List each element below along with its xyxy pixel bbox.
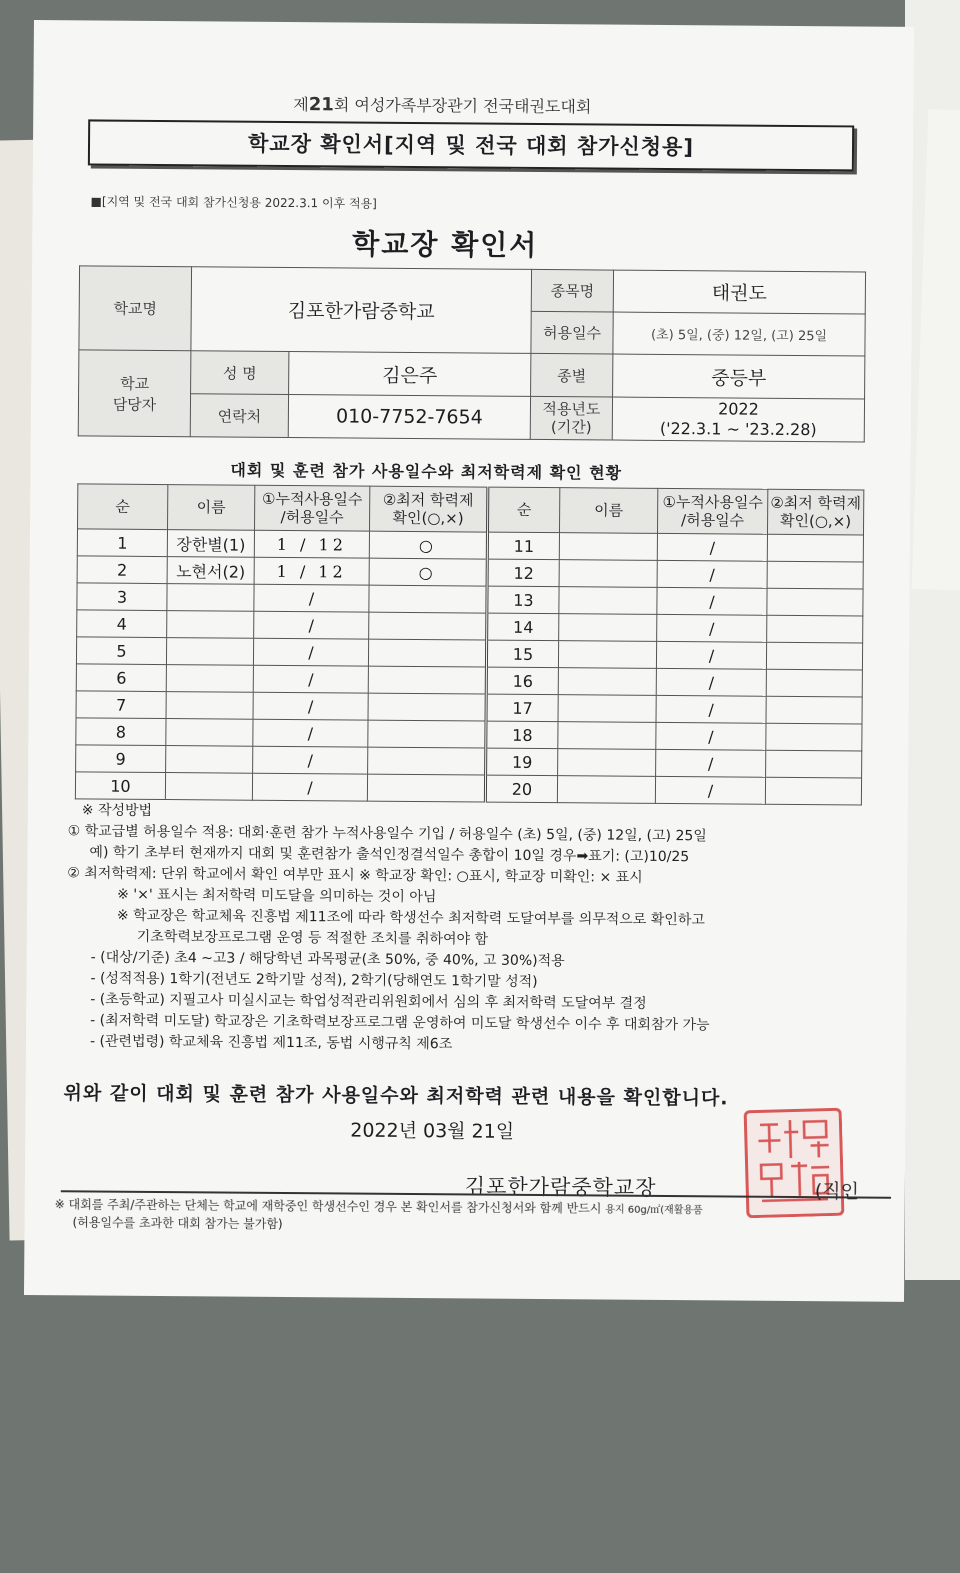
row-days: / bbox=[253, 665, 368, 693]
issue-date: 2022년 03월 21일 bbox=[350, 1119, 515, 1143]
event-suffix: 회 여성가족부장관기 전국태권도대회 bbox=[333, 95, 592, 117]
row-name-right bbox=[558, 695, 656, 723]
contact-value: 010-7752-7654 bbox=[288, 395, 530, 440]
instruction-line: ※ '×' 표시는 최저학력 미도달을 의미하는 것이 아님 bbox=[117, 886, 437, 906]
event-prefix: 제 bbox=[293, 95, 309, 115]
row-number-right: 13 bbox=[487, 586, 559, 614]
applied-period: ('22.3.1 ~ '23.2.28) bbox=[659, 418, 817, 440]
footer-line-1: ※ 대회를 주최/주관하는 단체는 학교에 재학중인 학생선수인 경우 본 확인서를 참가신청서와 함께 반드시 bbox=[54, 1197, 602, 1216]
confirmation-form-sheet bbox=[24, 20, 914, 1302]
form-version-note: ■[지역 및 전국 대회 참가신청용 2022.3.1 이후 적용] bbox=[90, 194, 377, 211]
row-min-check-right bbox=[766, 696, 862, 724]
row-days: / bbox=[253, 746, 368, 774]
row-days: / bbox=[254, 584, 369, 612]
row-number-right: 15 bbox=[486, 640, 558, 668]
row-number-right: 18 bbox=[486, 721, 558, 749]
instruction-line: ※ 학교장은 학교체육 진흥법 제11조에 따라 학생선수 최저학력 도달여부를 의무적으로 확인하고 bbox=[116, 907, 705, 929]
table-row bbox=[75, 772, 861, 805]
col-header-min bbox=[369, 486, 487, 532]
school-info-table bbox=[78, 265, 866, 442]
row-name-right bbox=[559, 587, 657, 615]
person-name-value: 김은주 bbox=[289, 352, 531, 397]
row-days-right: / bbox=[656, 641, 766, 669]
row-min-check bbox=[368, 747, 486, 775]
row-days: / bbox=[254, 611, 369, 639]
category-label: 종별 bbox=[531, 353, 613, 397]
col-header-days-line1: ①누적사용일수 bbox=[261, 489, 363, 509]
row-name: 노현서(2) bbox=[167, 557, 254, 585]
row-name bbox=[166, 719, 253, 747]
row-days: / bbox=[253, 692, 368, 720]
row-min-check-right bbox=[766, 723, 862, 751]
instruction-line: - (관련법령) 학교체육 진흥법 제11조, 동법 시행규칙 제6조 bbox=[89, 1033, 453, 1053]
row-name: 장한별(1) bbox=[167, 530, 254, 558]
instruction-line: 예) 학기 초부터 현재까지 대회 및 훈련참가 출석인정결석일수 총합이 10일 경우➡표기: (고)10/25 bbox=[89, 844, 690, 866]
row-days-right: / bbox=[657, 587, 767, 615]
row-number-right: 12 bbox=[487, 559, 559, 587]
row-min-check-right bbox=[765, 777, 861, 805]
row-number-right: 20 bbox=[485, 775, 557, 803]
row-number: 5 bbox=[76, 637, 166, 665]
row-number-right: 16 bbox=[486, 667, 558, 695]
col-header-days-right bbox=[657, 488, 767, 534]
principal-signature-line: 김포한가람중학교장 bbox=[464, 1174, 657, 1200]
col-header-min-line2: 확인(○,×) bbox=[392, 508, 464, 528]
contact-label: 연락처 bbox=[190, 394, 288, 438]
col-header-min-right-line1: ②최저 학력제 bbox=[770, 493, 862, 513]
row-number-right: 14 bbox=[487, 613, 559, 641]
col-header-days-line2: /허용일수 bbox=[280, 507, 344, 527]
paper-spec: 용지 60g/㎡(재활용품 bbox=[605, 1204, 703, 1217]
instruction-line: - (초등학교) 지필고사 미실시교는 학업성적관리위원회에서 심의 후 최저학력 도달여부 결정 bbox=[90, 991, 647, 1012]
applied-year-label bbox=[530, 396, 612, 440]
participation-table-body bbox=[75, 529, 863, 805]
applied-year-value bbox=[612, 397, 864, 442]
col-header-min-right bbox=[767, 489, 863, 535]
school-name-label: 학교명 bbox=[79, 266, 192, 351]
row-name bbox=[166, 692, 253, 720]
applied-year-label-line2: (기간) bbox=[550, 418, 592, 437]
person-name-label: 성 명 bbox=[191, 351, 289, 395]
row-name bbox=[167, 584, 254, 612]
row-min-check-right bbox=[766, 642, 862, 670]
row-days-right: / bbox=[657, 614, 767, 642]
row-number: 10 bbox=[75, 772, 165, 800]
manager-label bbox=[78, 350, 191, 437]
row-name bbox=[167, 611, 254, 639]
instruction-line: - (성적적용) 1학기(전년도 2학기말 성적), 2학기(당해연도 1학기말 성적) bbox=[90, 970, 538, 990]
participation-table-header bbox=[78, 484, 864, 535]
event-name-value: 태권도 bbox=[613, 270, 865, 314]
participation-table bbox=[75, 483, 864, 805]
col-header-name-right: 이름 bbox=[559, 488, 657, 534]
row-days-right: / bbox=[656, 668, 766, 696]
row-min-check bbox=[369, 612, 487, 640]
main-title: 학교장 확인서 bbox=[352, 227, 539, 262]
row-number: 2 bbox=[77, 556, 167, 584]
allowed-days-label: 허용일수 bbox=[531, 311, 613, 354]
row-min-check bbox=[369, 585, 487, 613]
col-header-days-right-line2: /허용일수 bbox=[681, 511, 745, 530]
row-name-right bbox=[557, 776, 655, 804]
row-min-check-right bbox=[767, 615, 863, 643]
row-name bbox=[165, 773, 252, 801]
row-number: 7 bbox=[76, 691, 166, 719]
row-name-right bbox=[558, 749, 656, 777]
school-name-value: 김포한가람중학교 bbox=[191, 267, 532, 354]
col-header-days bbox=[254, 485, 369, 531]
event-name-label: 종목명 bbox=[531, 269, 613, 312]
row-name-right bbox=[558, 641, 656, 669]
footer-line-2: (허용일수를 초과한 대회 참가는 불가함) bbox=[72, 1215, 283, 1231]
row-min-check: ○ bbox=[369, 558, 487, 586]
col-header-no-right: 순 bbox=[487, 487, 559, 533]
row-name bbox=[166, 665, 253, 693]
event-number: 21 bbox=[308, 94, 334, 116]
row-number: 8 bbox=[76, 718, 166, 746]
row-min-check-right bbox=[767, 588, 863, 616]
row-min-check bbox=[367, 774, 485, 802]
row-days: / bbox=[253, 719, 368, 747]
category-value: 중등부 bbox=[613, 354, 865, 399]
row-number: 6 bbox=[76, 664, 166, 692]
instruction-line: ① 학교급별 허용일수 적용: 대회·훈련 참가 누적사용일수 기입 / 허용일수 (초) 5일, (중) 12일, (고) 25일 bbox=[67, 823, 707, 845]
instruction-line: - (최저학력 미도달) 학교장은 기초학력보장프로그램 운영하여 미도달 학생선수 이수 후 대회참가 가능 bbox=[90, 1012, 710, 1034]
row-name-right bbox=[559, 560, 657, 588]
allowed-days-value: (초) 5일, (중) 12일, (고) 25일 bbox=[613, 312, 865, 356]
row-min-check: ○ bbox=[369, 531, 487, 559]
row-number: 9 bbox=[76, 745, 166, 773]
writing-instructions bbox=[66, 800, 711, 1057]
status-section-title: 대회 및 훈련 참가 사용일수와 최저학력제 확인 현황 bbox=[230, 460, 623, 483]
row-name-right bbox=[558, 722, 656, 750]
row-days-right: / bbox=[657, 533, 767, 561]
footer-note bbox=[54, 1196, 702, 1235]
row-number: 1 bbox=[77, 529, 167, 557]
row-days: / bbox=[252, 773, 367, 801]
row-days-right: / bbox=[656, 695, 766, 723]
instruction-line: 기초학력보장프로그램 운영 등 적절한 조치를 취하여야 함 bbox=[136, 928, 489, 948]
row-days: 1 / 12 bbox=[254, 530, 369, 558]
instruction-line: ※ 작성방법 bbox=[81, 802, 153, 819]
row-name-right bbox=[559, 533, 657, 561]
row-number-right: 17 bbox=[486, 694, 558, 722]
applied-year: 2022 bbox=[718, 399, 759, 419]
form-title-box bbox=[88, 119, 854, 171]
instruction-line: ② 최저학력제: 단위 학교에서 확인 여부만 표시 ※ 학교장 확인: ○표시, 학교장 미확인: × 표시 bbox=[67, 865, 643, 886]
col-header-min-right-line2: 확인(○,×) bbox=[779, 511, 852, 531]
row-days-right: / bbox=[655, 776, 765, 804]
row-min-check-right bbox=[767, 561, 863, 589]
seal-label: (직인 bbox=[814, 1180, 860, 1203]
row-min-check-right bbox=[767, 534, 863, 562]
row-min-check-right bbox=[766, 669, 862, 697]
row-number-right: 11 bbox=[487, 532, 559, 560]
col-header-name: 이름 bbox=[168, 485, 255, 531]
col-header-min-line1: ②최저 학력제 bbox=[382, 490, 474, 510]
form-title: 학교장 확인서[지역 및 전국 대회 참가신청용] bbox=[247, 131, 695, 160]
event-title bbox=[293, 92, 591, 117]
row-name bbox=[166, 638, 253, 666]
row-min-check bbox=[368, 720, 486, 748]
row-name-right bbox=[558, 668, 656, 696]
row-min-check bbox=[368, 693, 486, 721]
instruction-line: - (대상/기준) 초4 ~고3 / 해당학년 과목평균(초 50%, 중 40%, 고 30%)적용 bbox=[90, 949, 565, 970]
col-header-days-right-line1: ①누적사용일수 bbox=[662, 492, 763, 512]
row-min-check bbox=[368, 639, 486, 667]
row-number: 4 bbox=[77, 610, 167, 638]
row-days: 1 / 12 bbox=[254, 557, 369, 585]
row-name bbox=[166, 746, 253, 774]
manager-label-line2: 담당자 bbox=[112, 395, 157, 414]
row-days-right: / bbox=[656, 722, 766, 750]
row-min-check-right bbox=[766, 750, 862, 778]
row-number: 3 bbox=[77, 583, 167, 611]
confirmation-statement: 위와 같이 대회 및 훈련 참가 사용일수와 최저학력 관련 내용을 확인합니다. bbox=[63, 1082, 729, 1110]
row-days-right: / bbox=[656, 749, 766, 777]
applied-year-label-line1: 적용년도 bbox=[542, 400, 601, 419]
col-header-no: 순 bbox=[78, 484, 168, 530]
manager-label-line1: 학교 bbox=[120, 374, 150, 393]
row-days-right: / bbox=[657, 560, 767, 588]
row-name-right bbox=[559, 614, 657, 642]
row-number-right: 19 bbox=[486, 748, 558, 776]
row-min-check bbox=[368, 666, 486, 694]
row-days: / bbox=[253, 638, 368, 666]
